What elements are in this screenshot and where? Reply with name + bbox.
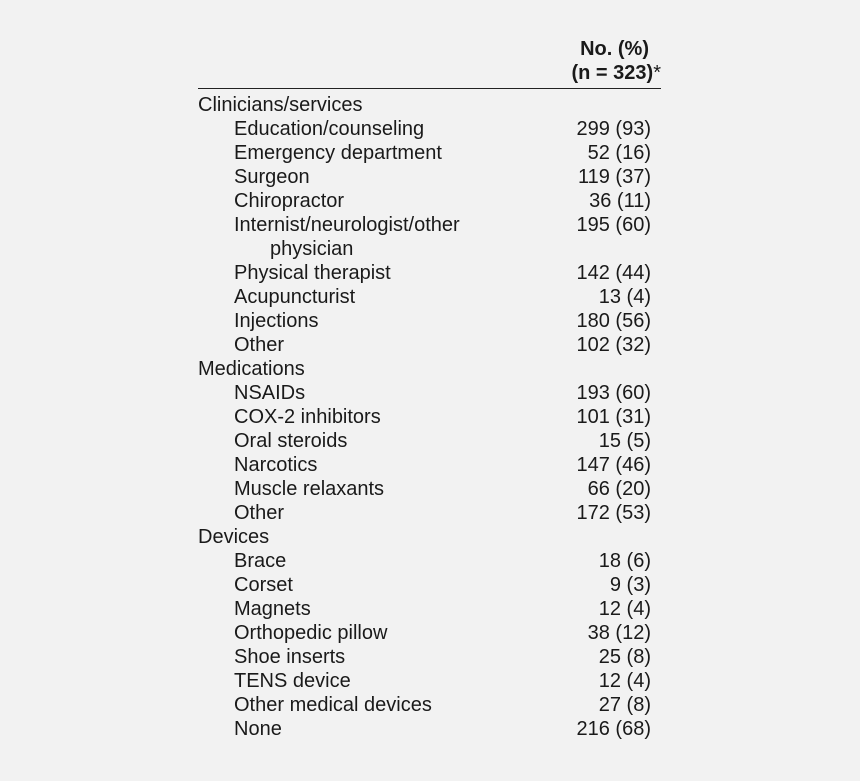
row-value: 25 (8) [598,646,651,668]
table-row [198,621,661,645]
row-value: 102 (32) [576,334,651,356]
row-label-text: Other medical devices [234,694,432,716]
row-label [234,621,387,645]
row-label-text: Other [234,334,285,356]
row-label [234,309,319,333]
table-row [198,429,661,453]
row-label-text: Injections [234,310,319,332]
section-title: Medications [198,358,305,380]
section-title: Clinicians/services [198,94,363,116]
row-label-text: Shoe inserts [234,646,346,668]
row-label [234,477,384,501]
row-label [234,693,432,717]
row-label-text: Narcotics [234,454,318,476]
table-row [198,549,661,573]
table-row [198,453,661,477]
row-value: 180 (56) [576,310,651,332]
row-label-text: Internist/neurologist/other [234,214,460,236]
table-row [198,669,661,693]
table-body [198,93,661,741]
table-row [198,501,661,525]
section-row [198,93,661,117]
row-label-text: Brace [234,550,287,572]
row-label [234,141,442,165]
row-label-text: NSAIDs [234,382,306,404]
row-label [234,573,293,597]
table-row [198,477,661,501]
row-value: 193 (60) [576,382,651,404]
column-n [572,61,662,85]
column-title: No. (%) [580,38,649,60]
row-label-text: Orthopedic pillow [234,622,388,644]
row-value: 38 (12) [587,622,651,644]
row-value: 13 (4) [598,286,651,308]
row-label-continuation: physician [270,238,354,260]
table-row [198,597,661,621]
row-label [234,549,286,573]
row-label [234,213,460,261]
row-value: 299 (93) [576,118,651,140]
row-label [234,501,284,525]
table-row [198,285,661,309]
table-row [198,309,661,333]
table-row [198,717,661,741]
section-title: Devices [198,526,270,548]
row-label-text: Chiropractor [234,190,345,212]
table-row [198,261,661,285]
column-n-text: (n = 323) [571,62,654,84]
row-value: 18 (6) [598,550,651,572]
table-row [198,573,661,597]
table-row [198,333,661,357]
row-label-text: None [234,718,282,740]
section-row [198,357,661,381]
row-label [234,381,305,405]
row-label [234,285,355,309]
row-label-text: Surgeon [234,166,310,188]
row-label-text: Magnets [234,598,311,620]
table-row [198,141,661,165]
section-row [198,525,661,549]
row-label-text: Physical therapist [234,262,391,284]
row-value: 101 (31) [576,406,651,428]
row-value: 119 (37) [577,166,651,188]
row-label [234,117,424,141]
row-value: 12 (4) [598,670,651,692]
table-row [198,189,661,213]
row-label-text: TENS device [234,670,351,692]
row-label-text: Oral steroids [234,430,348,452]
row-value: 27 (8) [598,694,651,716]
row-value: 36 (11) [589,190,651,212]
row-label-text: Acupuncturist [234,286,356,308]
row-label [234,333,284,357]
row-value: 15 (5) [598,430,651,452]
row-value: 216 (68) [576,718,651,740]
row-value: 172 (53) [576,502,651,524]
table-row [198,405,661,429]
row-label [234,189,344,213]
row-label-text: Education/counseling [234,118,425,140]
row-label-text: Other [234,502,285,524]
table-row [198,381,661,405]
row-label [234,669,351,693]
row-label-text: Muscle relaxants [234,478,385,500]
row-label [234,405,381,429]
table-header [198,36,661,89]
footnote-marker: * [653,62,661,84]
table-row [198,117,661,141]
data-table [198,36,661,741]
row-value: 142 (44) [576,262,651,284]
table-row [198,213,661,261]
row-label [234,597,311,621]
row-label [234,645,345,669]
row-label-text: Emergency department [234,142,442,164]
row-label [234,429,347,453]
table-row [198,693,661,717]
row-value: 195 (60) [576,214,651,236]
row-value: 66 (20) [587,478,651,500]
row-value: 12 (4) [598,598,651,620]
row-label-text: Corset [234,574,293,596]
table-row [198,165,661,189]
row-value: 52 (16) [587,142,651,164]
row-label [234,717,282,741]
table-row [198,645,661,669]
row-label-text: COX-2 inhibitors [234,406,381,428]
row-label [234,165,310,189]
row-value: 9 (3) [609,574,651,596]
row-value: 147 (46) [576,454,651,476]
row-label [234,261,391,285]
row-label [234,453,317,477]
